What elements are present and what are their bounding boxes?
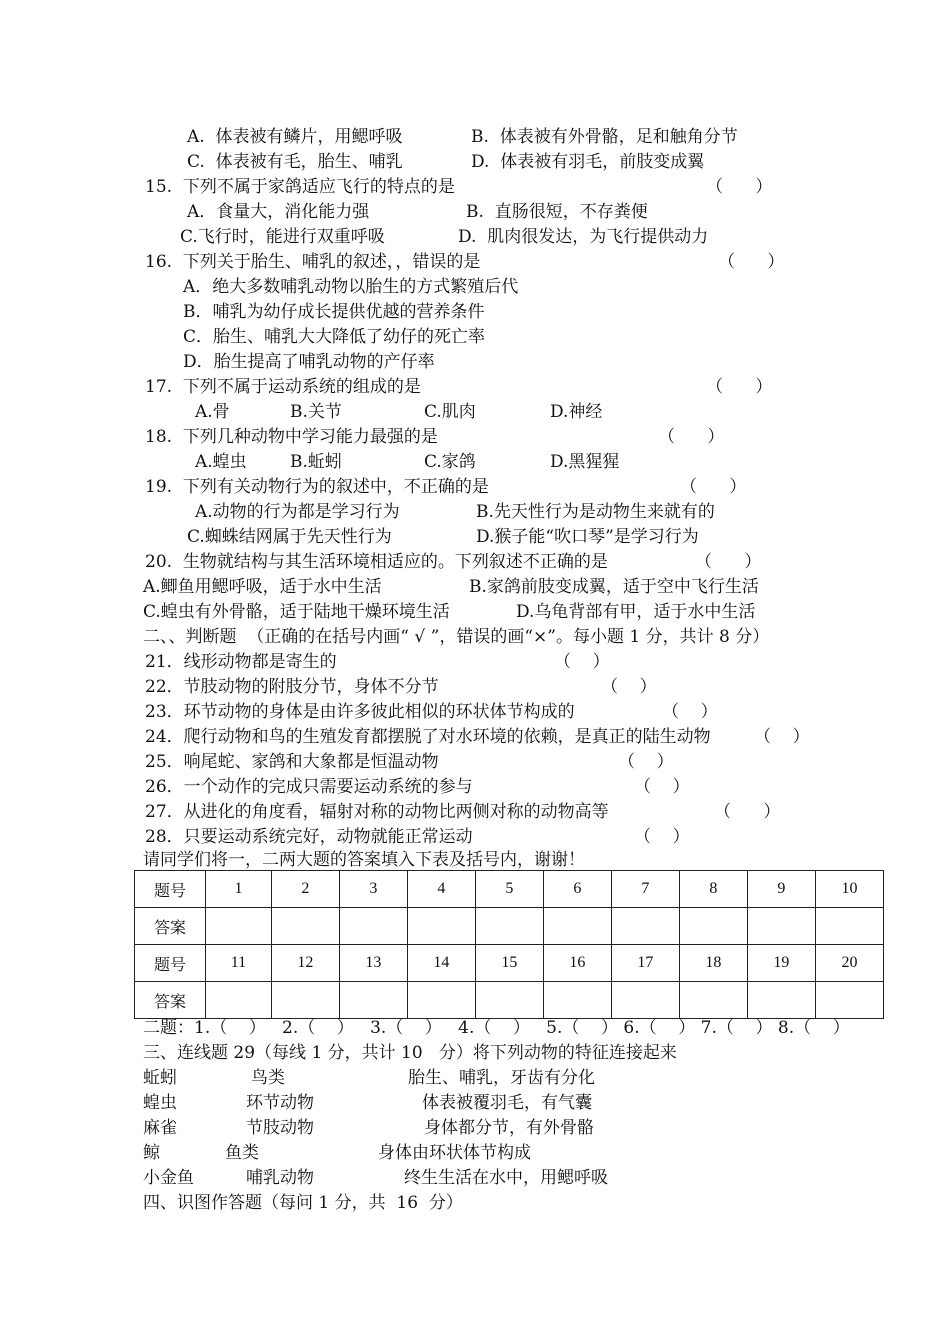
animal-group: 哺乳动物 [246,1168,314,1188]
answer-bracket[interactable]: （ ） [634,827,690,847]
table-intro: 请同学们将一，二两大题的答案填入下表及括号内，谢谢！ [143,850,585,870]
option-text: C．胎生、哺乳大大降低了幼仔的死亡率 [183,327,486,347]
option-text: D.乌龟背部有甲，适于水中生活 [516,602,756,622]
animal-name: 麻雀 [143,1118,177,1138]
answer-cell[interactable] [679,982,747,1019]
animal-name: 蚯蚓 [143,1068,177,1088]
answer-bracket[interactable]: （ ） [695,552,762,572]
question-text: 19. 下列有关动物行为的叙述中，不正确的是 [145,477,489,497]
option-text: C.蜘蛛结网属于先天性行为 [187,527,392,547]
option-text: B.先天性行为是动物生来就有的 [476,502,715,522]
option-text: B.关节 [290,402,342,422]
option-text: A．绝大多数哺乳动物以胎生的方式繁殖后代 [183,277,519,297]
answer-cell[interactable] [407,908,475,945]
answer-label: 答案 [135,982,206,1019]
number-cell: 5 [475,871,543,908]
option-text: A.骨 [195,402,230,422]
answer-cell[interactable] [271,908,339,945]
answer-cell[interactable] [611,908,679,945]
number-cell: 9 [747,871,815,908]
judgement-item: 21．线形动物都是寄生的 [145,652,337,672]
answer-cell[interactable] [475,908,543,945]
option-text: A.动物的行为都是学习行为 [195,502,400,522]
matching-section-title: 三、连线题 29（每线 1 分，共计 10 分）将下列动物的特征连接起来 [143,1043,677,1063]
animal-feature: 胎生、哺乳，牙齿有分化 [408,1068,595,1088]
question-text: 16. 下列关于胎生、哺乳的叙述，，错误的是 [145,252,481,272]
answer-bracket[interactable]: （ ） [680,477,747,497]
judgement-item: 25．响尾蛇、家鸽和大象都是恒温动物 [145,752,439,772]
number-cell: 12 [271,945,339,982]
option-text: D.神经 [550,402,603,422]
judgement-item: 27．从进化的角度看，辐射对称的动物比两侧对称的动物高等 [145,802,609,822]
option-text: A.蝗虫 [195,452,247,472]
answer-bracket[interactable]: （ ） [662,702,718,722]
option-text: B. 体表被有外骨骼，足和触角分节 [471,127,738,147]
diagram-section-title: 四、识图作答题（每问 1 分，共 16 分） [143,1193,463,1213]
answer-bracket[interactable]: （ ） [706,177,773,197]
animal-name: 小金鱼 [143,1168,194,1188]
answer-bracket[interactable]: （ ） [706,377,773,397]
answer-cell[interactable] [543,908,611,945]
judgement-item: 28．只要运动系统完好，动物就能正常运动 [145,827,473,847]
number-cell: 7 [611,871,679,908]
question-text: 20. 生物就结构与其生活环境相适应的。下列叙述不正确的是 [145,552,608,572]
option-text: C.蝗虫有外骨骼，适于陆地干燥环境生活 [143,602,450,622]
option-text: D. 体表被有羽毛，前肢变成翼 [471,152,705,172]
number-cell: 2 [271,871,339,908]
answer-cell[interactable] [407,982,475,1019]
option-text: C.肌肉 [424,402,476,422]
judgement-answer-line: 二题：1.（ ） 2.（ ） 3.（ ） 4.（ ） 5.（ ） 6.（ ） 7.（ ） 8.（ ） [143,1018,850,1038]
answer-bracket[interactable]: （ ） [554,652,610,672]
animal-group: 环节动物 [246,1093,314,1113]
number-cell: 18 [679,945,747,982]
table-row [135,908,884,945]
table-row [135,945,884,982]
answer-cell[interactable] [206,982,272,1019]
option-text: C.家鸽 [424,452,476,472]
option-text: C. 体表被有毛，胎生、哺乳 [187,152,403,172]
number-cell: 17 [611,945,679,982]
option-text: D. 肌肉很发达，为飞行提供动力 [458,227,709,247]
answer-cell[interactable] [475,982,543,1019]
number-cell: 14 [407,945,475,982]
option-text: A. 体表被有鳞片，用鳃呼吸 [187,127,403,147]
animal-group: 节肢动物 [246,1118,314,1138]
option-text: D.黑猩猩 [550,452,620,472]
option-text: B. 直肠很短，不存粪便 [466,202,648,222]
judgement-item: 24．爬行动物和鸟的生殖发育都摆脱了对水环境的依赖，是真正的陆生动物 [145,727,711,747]
answer-bracket[interactable]: （ ） [601,677,657,697]
answer-bracket[interactable]: （ ） [618,752,674,772]
number-cell: 16 [543,945,611,982]
answer-cell[interactable] [206,908,272,945]
answer-cell[interactable] [339,982,407,1019]
option-text: B.蚯蚓 [290,452,342,472]
question-text: 17. 下列不属于运动系统的组成的是 [145,377,421,397]
answer-table [134,870,884,1019]
number-cell: 4 [407,871,475,908]
answer-cell[interactable] [747,908,815,945]
number-cell: 6 [543,871,611,908]
answer-cell[interactable] [271,982,339,1019]
number-cell: 13 [339,945,407,982]
answer-cell[interactable] [339,908,407,945]
answer-cell[interactable] [747,982,815,1019]
number-cell: 3 [339,871,407,908]
answer-bracket[interactable]: （ ） [714,802,781,822]
question-text: 18. 下列几种动物中学习能力最强的是 [145,427,438,447]
judgement-item: 22．节肢动物的附肢分节，身体不分节 [145,677,439,697]
option-text: A．食量大，消化能力强 [187,202,370,222]
judgement-item: 26．一个动作的完成只需要运动系统的参与 [145,777,473,797]
judgement-section-title: 二、、判断题 （正确的在括号内画“ √ ”，错误的画“×”。每小题 1 分，共计 8 分） [143,627,770,647]
option-text: A.鲫鱼用鳃呼吸，适于水中生活 [143,577,382,597]
number-cell: 20 [815,945,883,982]
answer-cell[interactable] [611,982,679,1019]
option-text: D.猴子能“吹口琴”是学习行为 [476,527,699,547]
answer-bracket[interactable]: （ ） [718,252,785,272]
animal-group: 鸟类 [251,1068,285,1088]
option-text: B.家鸽前肢变成翼，适于空中飞行生活 [469,577,759,597]
header-label: 题号 [135,945,206,982]
animal-feature: 终生生活在水中，用鳃呼吸 [404,1168,608,1188]
number-cell: 10 [815,871,883,908]
animal-feature: 体表被覆羽毛，有气囊 [422,1093,592,1113]
answer-bracket[interactable]: （ ） [634,777,690,797]
answer-label: 答案 [135,908,206,945]
number-cell: 11 [206,945,272,982]
header-label: 题号 [135,871,206,908]
table-row [135,871,884,908]
animal-feature: 身体都分节，有外骨骼 [424,1118,594,1138]
option-text: D．胎生提高了哺乳动物的产仔率 [183,352,435,372]
answer-cell[interactable] [815,982,883,1019]
animal-name: 鲸 [143,1143,160,1163]
question-text: 15. 下列不属于家鸽适应飞行的特点的是 [145,177,455,197]
number-cell: 8 [679,871,747,908]
option-text: C.飞行时，能进行双重呼吸 [180,227,385,247]
number-cell: 19 [747,945,815,982]
number-cell: 1 [206,871,272,908]
number-cell: 15 [475,945,543,982]
answer-bracket[interactable]: （ ） [754,727,810,747]
answer-cell[interactable] [543,982,611,1019]
answer-bracket[interactable]: （ ） [658,427,725,447]
animal-feature: 身体由环状体节构成 [378,1143,531,1163]
judgement-item: 23．环节动物的身体是由许多彼此相似的环状体节构成的 [145,702,575,722]
animal-group: 鱼类 [225,1143,259,1163]
answer-cell[interactable] [679,908,747,945]
answer-cell[interactable] [815,908,883,945]
option-text: B．哺乳为幼仔成长提供优越的营养条件 [183,302,485,322]
animal-name: 蝗虫 [143,1093,177,1113]
table-row [135,982,884,1019]
